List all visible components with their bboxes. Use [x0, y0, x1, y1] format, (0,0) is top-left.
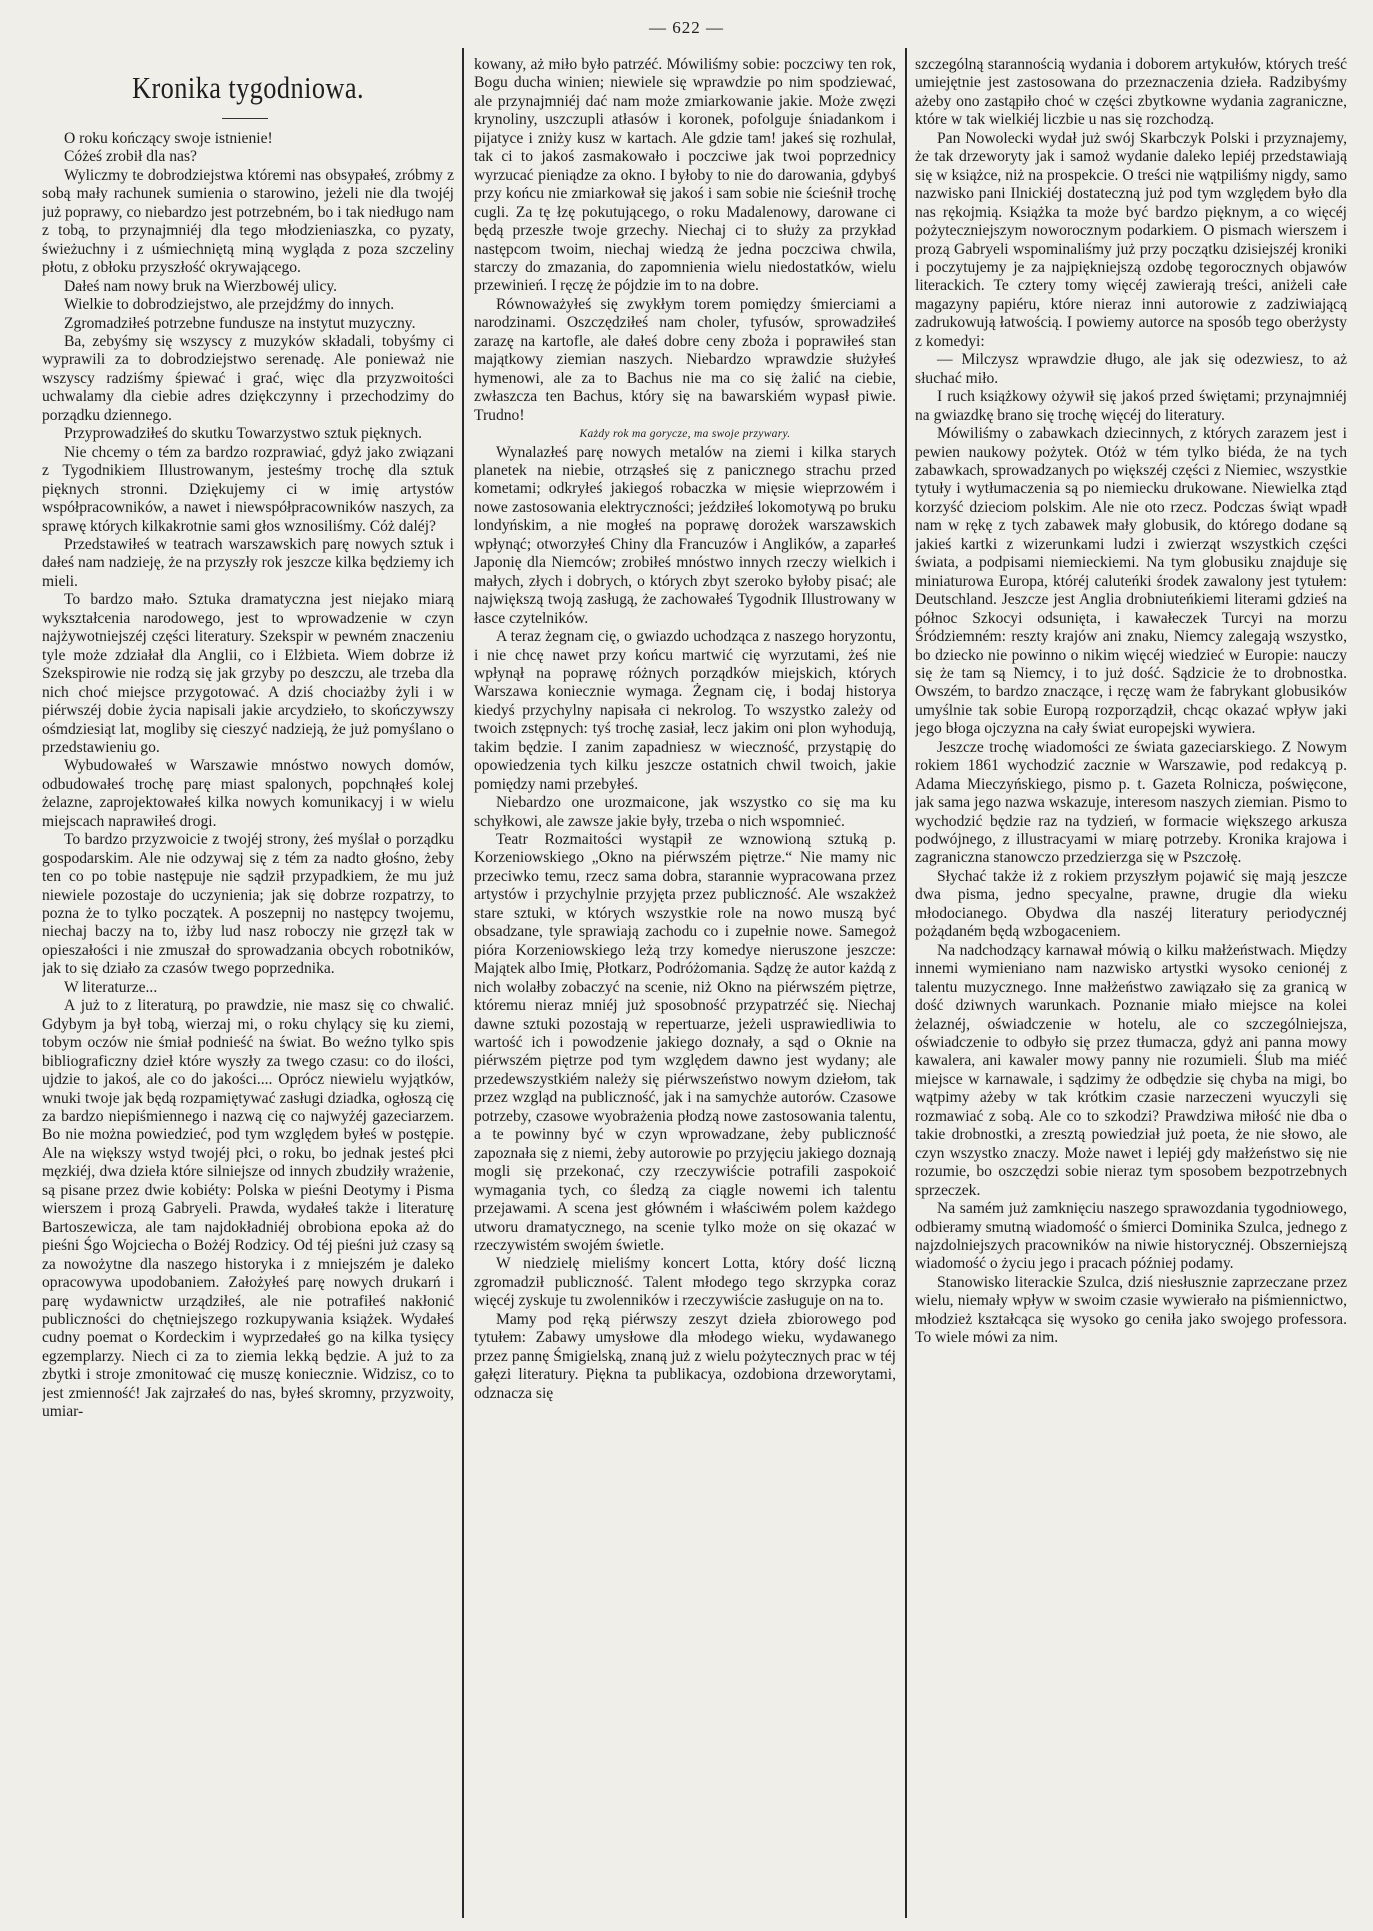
motto-line: Każdy rok ma gorycze, ma swoje przywary.	[579, 428, 791, 441]
paragraph: Przedstawiłeś w teatrach warszawskich parę nowych sztuk i dałeś nam nadzieję, że na przyszły rok jeszcze kilka będziemy ich mieli.	[42, 535, 454, 590]
paragraph: Mamy pod ręką piérwszy zeszyt dzieła zbiorowego pod tytułem: Zabawy umysłowe dla młodego wieku, wydawanego przez pannę Śmigielską, znaną już z wielu pożytecznych prac w téj gałęzi literatury. Piękna ta publikacya, ozdobiona drzeworytami, odznacza się	[474, 1310, 896, 1402]
paragraph: A teraz żegnam cię, o gwiazdo uchodząca z naszego horyzontu, i nie chcę nawet przy końcu martwić cię wyrzutami, żeś nie wpłynął na poprawę różnych porządków miejskich, których Warszawa koniecznie wymaga. Żegnam cię, i bodaj historya kiedyś przychylny napisała ci nekrolog. To wszystko zależy od twoich zstępnych: tyś trochę zasiał, lecz jakim oni plon wyhodują, takim będzie. I zanim zapadniesz w wieczność, przystąpię do opowiedzenia tych kilku jeszcze ostatnich chwil twoich, jakie pomiędzy nami przebyłeś.	[474, 628, 896, 793]
paragraph: Zgromadziłeś potrzebne fundusze na instytut muzyczny.	[64, 314, 416, 332]
paragraph: W literaturze...	[64, 978, 158, 996]
paragraph: — Milczysz wprawdzie długo, ale jak się odezwiesz, to aż słuchać miło.	[915, 351, 1347, 387]
title-divider	[222, 118, 268, 119]
page-number: — 622 —	[649, 18, 724, 37]
text-column-3	[915, 56, 1347, 1918]
article-title: Kronika tygodniowa.	[131, 70, 365, 105]
paragraph: Cóżeś zrobił dla nas?	[64, 148, 197, 166]
paragraph: Niebardzo one urozmaicone, jak wszystko co się ma ku schyłkowi, ale zawsze jakie były, trzeba o nich wspomnieć.	[474, 794, 896, 830]
paragraph: Przyprowadziłeś do skutku Towarzystwo sztuk pięknych.	[64, 425, 423, 443]
paragraph: O roku kończący swoje istnienie!	[64, 130, 273, 147]
paragraph: A już to z literaturą, po prawdzie, nie masz się co chwalić. Gdybym ja był tobą, wierzaj mi, o roku chylący się ku ziemi, tobym oczów nie śmiał podnieść na świat. Bo weźno tylko spis bibliograficzny dzieł które wyszły za twego czasu: co do ilości, ujdzie to jakoś, ale co do jakości.... Oprócz niewielu wyjątków, wnuki twoje jak będą rozpamiętywać zasługi dziadka, ogłoszą cię za bardzo niepiśmiennego i nazwą cię co najwyżéj gazeciarzem. Bo nie można powiedzieć, pod tym względem byłeś w postępie. Ale na większy wstyd twojéj płci, o roku, bo jednak jesteś płci męzkiéj, dwa dzieła które silniejsze od innych zbudziły wrażenie, są pisane przez dwie kobiéty: Polska w pieśni Deotymy i Pisma wierszem i prozą Gabryeli. Prawda, wydałeś także i literaturę Bartoszewicza, ale tam najdokładniéj obrobiona epoka aż do pieśni Śgo Wojciecha o Bożéj Rodzicy. Od téj pieśni już czasy są za nowożytne dla naszego historyka i z mniejszém je daleko opracowywa upodobaniem. Założyłeś parę nowych drukarń i parę wydawnictw urządziłeś, ale nie potrafiłeś nakłonić publiczności do chętniejszego rozkupywania książek. Wydałeś cudny poemat o Kordeckim i wyprzedałeś go na kilka tysięcy egzemplarzy. Niech ci za to ziemia lekką będzie. A już to za zbytki i stroje zmonitować cię muszę koniecznie. Widzisz, co to jest zmienność! Jak zajrzałeś do nas, byłeś skromny, przyzwoity, umiar-	[42, 997, 454, 1421]
paragraph: Stanowisko literackie Szulca, dziś niesłusznie zaprzeczane przez wielu, niemały wpływ w swoim czasie wywierało na piśmiennictwo, młodzież kształcąca się wysoko go ceniła jako swojego professora. To wiele mówi za nim.	[915, 1273, 1347, 1347]
paragraph: Na samém już zamknięciu naszego sprawozdania tygodniowego, odbieramy smutną wiadomość o śmierci Dominika Szulca, jednego z najzdolniejszych pracowników na niwie historycznéj. Obszerniejszą wiadomość o życiu jego i pracach później podamy.	[915, 1200, 1347, 1273]
paragraph: W niedzielę mieliśmy koncert Lotta, który dość liczną zgromadził publiczność. Talent młodego tego skrzypka coraz więcéj zyskuje tu zwolenników i rzeczywiście zasługuje on na to.	[474, 1255, 896, 1310]
paragraph: Teatr Rozmaitości wystąpił ze wznowioną sztuką p. Korzeniowskiego „Okno na piérwszém piętrze.“ Nie mamy nic przeciwko temu, rzecz sama dobra, starannie wypracowana przez artystów i przychylnie przyjęta przez publiczność. Ale wszakżeż stare sztuki, w których wszystkie role na nowo muszą być obsadzane, tyle sprawiają zachodu co i zupełnie nowe. Samegoż pióra Korzeniowskiego leżą trzy komedye nieruszone jeszcze: Majątek albo Imię, Płotkarz, Podróżomania. Sądzę że autor każdą z nich wolałby zobaczyć na scenie, niż Okno na piérwszém piętrze, któremu nieraz mniéj już sposobność przypatrzéć się. Niechaj dawne sztuki pozostają w repertuarze, jeżeli usprawiedliwia to wartość ich i powodzenie jakiego doznały, a sąd o Oknie na piérwszém piętrze pod tym względem dawno jest wydany; ale przedewszystkiém należy się piérwszeństwo nowym dziełom, tak przez wzgląd na publiczność, jak i na samychże autorów. Czasowe potrzeby, czasowe wyobrażenia płodzą nowe zastosowania talentu, a te powinny być w czyn wprowadzane, żeby publiczność zapoznała się z niemi, żeby autorowie po przyjęciu jakiego doznają mogli się przekonać, czy rzeczywiście potrafili zaspokoić wymagania tych, co śledzą za ciągle nowemi ich talentu przejawami. A scena jest główném i właściwém polem każdego utworu dramatycznego, na scenie tylko może on się okazać w rzeczywistém swojém świetle.	[474, 831, 896, 1254]
paragraph: Ba, zebyśmy się wszyscy z muzyków składali, tobyśmy ci wyprawili za to dobrodziejstwo serenadę. Ale ponieważ nie wszyscy radziśmy śpiewać i grać, więc dla przyzwoitości uchwalamy dla ciebie adres dziękczynny i przechodzimy do porządku dziennego.	[42, 332, 454, 424]
column-rule-right	[905, 48, 907, 1918]
column-rule-left	[462, 48, 464, 1918]
paragraph: szczególną starannością wydania i doborem artykułów, których treść umiejętnie jest zastosowana do przeznaczenia dzieła. Radzibyśmy ażeby ono zastąpiło choć w części zbytkowne wydania zagraniczne, które w tak wielkiéj liczbie u nas się rozchodzą.	[915, 56, 1347, 129]
text-column-1	[42, 130, 454, 1920]
paragraph: Słychać także iż z rokiem przyszłym pojawić się mają jeszcze dwa pisma, jedno specyalne, prawne, drugie dla wieku młodocianego. Obydwa dla naszéj literatury periodycznéj pożądaném będą wzbogaceniem.	[915, 867, 1347, 941]
paragraph: Jeszcze trochę wiadomości ze świata gazeciarskiego. Z Nowym rokiem 1861 wychodzić zacznie w Warszawie, pod redakcyą p. Adama Mieczyńskiego, pismo p. t. Gazeta Rolnicza, poświęcone, jak sama jego nazwa wskazuje, interesom naszych ziemian. Pismo to wychodzić będzie raz na tydzień, w formacie większego arkusza podwójnego, z illustracyami w miarę potrzeby. Kronika krajowa i zagraniczna stanowczo przedzierzga się w Pszczołę.	[915, 738, 1347, 867]
paragraph: Równoważyłeś się zwykłym torem pomiędzy śmierciami a narodzinami. Oszczędziłeś nam choler, tyfusów, sprowadziłeś zarazę na kartofle, ale dałeś dobre ceny zboża i poprawiłeś stan majątkowy ziemian naszych. Niebardzo wprawdzie służyłeś hymenowi, ale za to Bachus nie ma co się żalić na ciebie, zwłaszcza ten Bachus, który się na bawarskiém wypasł piwie. Trudno!	[474, 295, 896, 424]
paragraph: Pan Nowolecki wydał już swój Skarbczyk Polski i przyznajemy, że tak drzeworyty jak i samoż wydanie daleko lepiéj przedstawiają się w książce, niż na prospekcie. O treści nie wątpiliśmy nigdy, samo nazwisko pani Ilnickiéj dostateczną już pod tym względem było dla nas rękojmią. Książka ta może być bardzo pięknym, a co więcéj pożyteczniejszym noworocznym podarkiem. O pismach wierszem i prozą Gabryeli wspominaliśmy już przy początku dzisiejszéj kroniki i poczytujemy je za najpiękniejszą ozdobę tegorocznych objawów literackich. Te cztery tomy więcéj zawierają treści, aniżeli całe magazyny papiéru, które nieraz inni autorowie z zadziwiającą zadrukowują łatwością. I powiemy autorce na sposób tego oberżysty z komedyi:	[915, 129, 1347, 350]
paragraph: To bardzo przyzwoicie z twojéj strony, żeś myślał o porządku gospodarskim. Ale nie odzywaj się z tém za nadto głośno, żeby ten co po tobie następuje nie sądził przypadkiem, że mu już niewiele pozostaje do uczynienia; jak się dobrze rozpatrzy, to pozna że to tylko początek. A poszepnij no następcy twojemu, niechaj baczy na to, iżby lud nasz roboczy nie grzęzł tak w opieszałości i nie zmuszał do sprowadzania obcych robotników, jak to się działo za czasów twego poprzednika.	[42, 831, 454, 978]
paragraph: Wybudowałeś w Warszawie mnóstwo nowych domów, odbudowałeś trochę parę miast spalonych, popchnąłeś kolej żelazne, zaprojektowałeś kilka nowych komunikacyj i w wielu miejscach naprawiłeś drogi.	[42, 757, 454, 830]
paragraph: I ruch książkowy ożywił się jakoś przed świętami; przynajmniéj na gwiazdkę brano się trochę więcéj do literatury.	[915, 388, 1347, 424]
paragraph: Na nadchodzący karnawał mówią o kilku małżeństwach. Między innemi wymieniano nam nazwisko artystki wysoko cenionéj z talentu muzycznego. Inne małżeństwo zawiązało się za granicą w dość dziwnych warunkach. Poznanie miało miejsce na kolei żelaznéj, oświadczenie w hotelu, ale co szczególniejsza, oświadczenie to odbyło się przez tłumacza, gdyż ani panna mowy kawalera, ani kawaler mowy panny nie rozumieli. Ślub ma miéć miejsce w karnawale, i sądzimy że odbędzie się chyba na migi, bo wątpimy ażeby w tak krótkim czasie narzeczeni wyuczyli się rozmawiać z sobą. Ale co to szkodzi? Prawdziwa miłość nie dba o takie drobnostki, a zresztą powiedział już poeta, że nie słowo, ale czyn wszystko znaczy. Może nawet i lepiéj gdy małżeństwo się nie rozumie, bo oszczędzi sobie nieraz tym sposobem bezpotrzebnych sprzeczek.	[915, 941, 1347, 1199]
paragraph: Mówiliśmy o zabawkach dziecinnych, z których zarazem jest i pewien naukowy pożytek. Otóż w tém tylko biéda, że na tych zabawkach, sprowadzanych po większéj części z Niemiec, wszystkie tytuły i wytłumaczenia są po niemiecku drukowane. Niewielka ztąd korzyść dzieciom polskim. Ale nie oto rzecz. Podczas świąt wpadł nam w rękę z tych zabawek mały globusik, do którego dodane są jakieś kartki z wizerunkami ludzi i zwierząt wszystkich części świata, a podpisami niemieckiemi. Na tym globusiku znajduje się miniaturowa Europa, któréj caluteńki środek zawalony jest tytułem: Deutschland. Jeszcze jest Anglia drobniuteńkiemi literami gdzieś na północ Szkocyi odsunięta, i kawałeczek Turcyi na morzu Śródziemném: reszty krajów ani znaku, Niemcy zalegają wszystko, bo dziecko nie powinno o nikim więcéj wiedzieć w Europie: nauczy się że tam są Niemcy, i to już dość. Sądzicie że to drobnostka. Owszém, to bardzo znaczące, i ręczę wam że fabrykant globusików umyślnie tak sobie Europą rozporządził, chcąc okazać wpływ jaki jego błoga ojczyzna na cały świat europejski wywiera.	[915, 425, 1347, 738]
paragraph: Dałeś nam nowy bruk na Wierzbowéj ulicy.	[64, 277, 338, 295]
paragraph: Wyliczmy te dobrodziejstwa któremi nas obsypałeś, zróbmy z sobą mały rachunek sumienia o starowino, jeżeli nie dla twojéj już poprawy, co niebardzo jest potrzebném, bo i tak niedługo nam z tobą, to przynajmniéj dla tego młodzieniaszka, co pyzaty, świeżuchny i z uśmiechniętą miną wygląda z poza szczeliny płotu, z obłoku przyszłość okrywającego.	[42, 166, 454, 277]
paragraph: Wynalazłeś parę nowych metalów na ziemi i kilka starych planetek na niebie, otrząsłeś się z panicznego strachu przed kometami; odkryłeś jakiegoś robaczka w mięsie wieprzowém i nowe zastosowania elektryczności; jeździłeś lokomotywą po bruku londyńskim, a nie mogłeś na poprawę dorożek warszawskich wpłynąć; otworzyłeś Chiny dla Francuzów i Anglików, a zaparłeś Japonię dla Niemców; zrobiłeś mnóstwo innych rzeczy wielkich i małych, złych i dobrych, o których zbyt szeroko byłoby pisać; ale największą twoją zasługą, że zachowałeś Tygodnik Illustrowany w łasce czytelników.	[474, 443, 896, 627]
text-column-2	[474, 56, 896, 1918]
paragraph: Nie chcemy o tém za bardzo rozprawiać, gdyż jako związani z Tygodnikiem Illustrowanym, jesteśmy trochę dla sztuk pięknych stronni. Dziękujemy ci w imię artystów współpracowników, a nawet i niewspółpracowników naszych, za sprawę których kilkakrotnie sami głos wznosiliśmy. Cóż daléj?	[42, 443, 454, 535]
paragraph: To bardzo mało. Sztuka dramatyczna jest niejako miarą wykształcenia narodowego, jest to wprowadzenie w czyn najżywotniejszéj części literatury. Szekspir w pewném znaczeniu tyle może zdziałał dla Anglii, co i Elżbieta. Wiem dobrze iż Szekspirowie nie rodzą się jak grzyby po deszczu, ale trzeba dla nich choć miejsce przygotować. A dziś chociażby żyli i w piérwszéj dobie życia napisali jakie arcydzieło, to skończywszy ośmdziesiąt lat, mogliby się cieszyć nadzieją, że już pomyślano o przedstawieniu go.	[42, 591, 454, 756]
paragraph: kowany, aż miło było patrzéć. Mówiliśmy sobie: poczciwy ten rok, Bogu ducha winien; niewiele się wprawdzie po nim spodziewać, ale przynajmniéj dać nam może zmiarkowanie jakie. Może zwęzi krynoliny, uszczupli atłasów i koronek, pofolguje śniadankom i pijatyce i zniży kusz w kartach. Ale gdzie tam! jakeś się rozhulał, tak ci to jakoś zasmakowało i poczciwe jak twoi poprzednicy wyrzucać pieniądze za okno. I byłoby to nie do darowania, gdybyś przy końcu nie zmiarkował się jakoś i sam sobie nie ścieśnił trochę cugli. Za tę łzę pokutującego, o roku Madalenowy, darowane ci będą przeszłe twoje grzechy. Niechaj ci to służy za przykład następcom twoim, niechaj wiedzą że jedna poczciwa chwila, starczy do zmazania, do zapomnienia wielu niedostatków, wielu przewinień. I ręczę że pójdzie im to na dobre.	[474, 56, 896, 295]
paragraph: Wielkie to dobrodziejstwo, ale przejdźmy do innych.	[64, 296, 395, 314]
